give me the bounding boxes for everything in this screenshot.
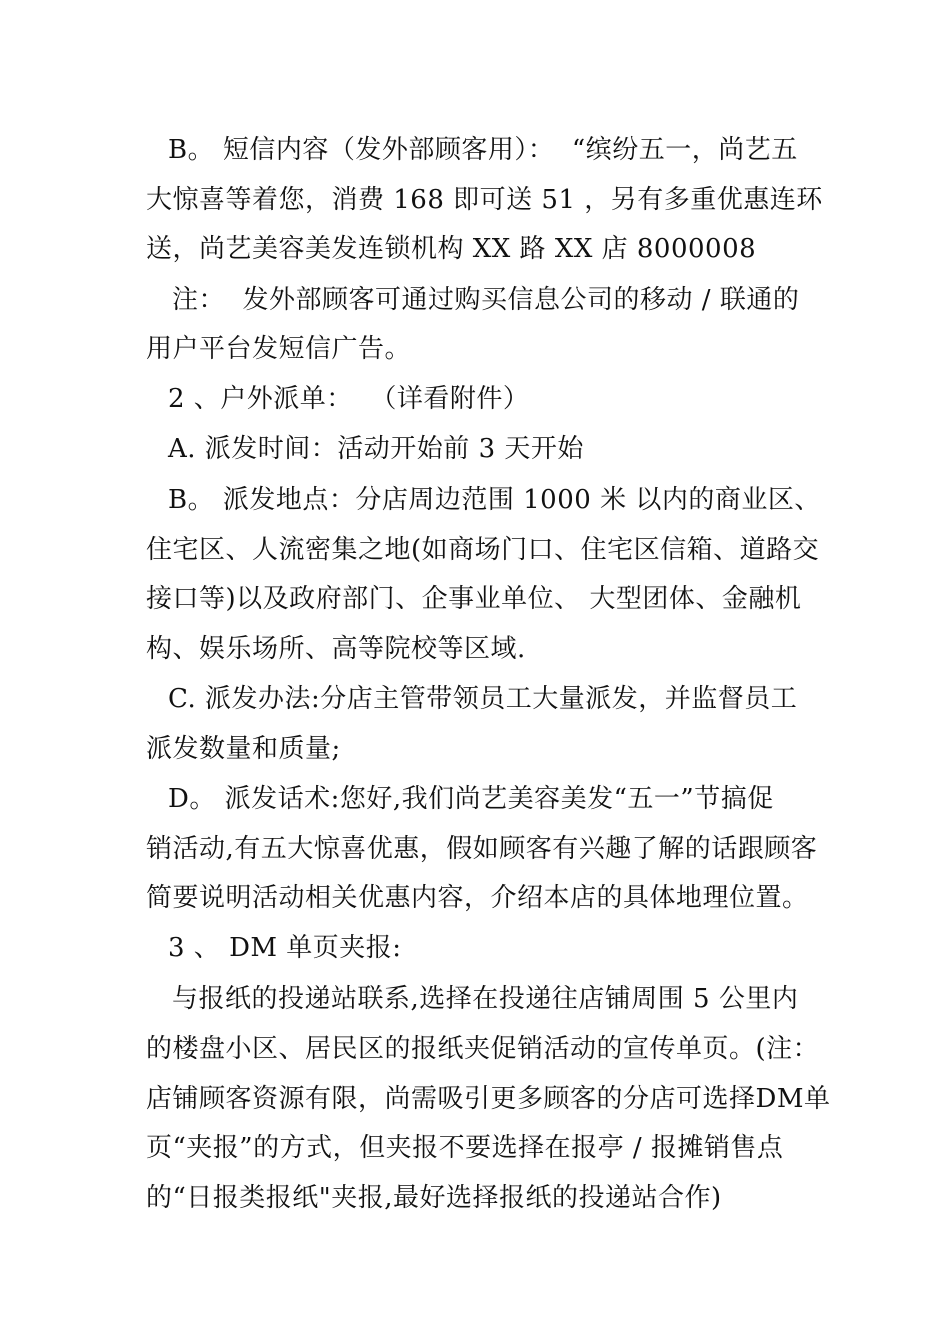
paragraph-line: 接口等)以及政府部门、企事业单位、 大型团体、金融机: [146, 584, 802, 614]
paragraph-line: 注： 发外部顾客可通过购买信息公司的移动 / 联通的: [172, 285, 800, 315]
paragraph-line: C. 派发办法:分店主管带领员工大量派发，并监督员工: [168, 684, 798, 714]
paragraph-line: D。 派发话术:您好,我们尚艺美容美发“五一”节搞促: [168, 784, 774, 814]
paragraph-line: 与报纸的投递站联系,选择在投递往店铺周围 5 公里内: [172, 984, 799, 1014]
paragraph-line: 的楼盘小区、居民区的报纸夹促销活动的宣传单页。(注：: [146, 1034, 820, 1064]
paragraph-line: 送，尚艺美容美发连锁机构 XX 路 XX 店 8000008: [146, 234, 757, 264]
paragraph-line: B。 短信内容（发外部顾客用）： “缤纷五一，尚艺五: [168, 135, 798, 165]
paragraph-line: 简要说明活动相关优惠内容，介绍本店的具体地理位置。: [146, 883, 809, 913]
paragraph-line: 销活动,有五大惊喜优惠，假如顾客有兴趣了解的话跟顾客: [146, 834, 818, 864]
paragraph-line: 派发数量和质量;: [146, 734, 341, 764]
paragraph-line: B。 派发地点：分店周边范围 1000 米 以内的商业区、: [168, 485, 821, 515]
paragraph-line: 住宅区、人流密集之地(如商场门口、住宅区信箱、道路交: [146, 535, 820, 565]
paragraph-line: 用户平台发短信广告。: [146, 334, 412, 364]
paragraph-line: 店铺顾客资源有限，尚需吸引更多顾客的分店可选择DM单: [146, 1084, 831, 1114]
paragraph-line: 页“夹报”的方式，但夹报不要选择在报亭 / 报摊销售点: [146, 1133, 784, 1163]
paragraph-line: 的“日报类报纸"夹报,最好选择报纸的投递站合作): [146, 1183, 722, 1213]
section-heading: 2 、户外派单： （详看附件）: [168, 384, 530, 414]
section-heading: 3 、 DM 单页夹报:: [168, 933, 402, 963]
paragraph-line: A. 派发时间：活动开始前 3 天开始: [168, 434, 584, 464]
paragraph-line: 构、娱乐场所、高等院校等区域.: [146, 634, 526, 664]
paragraph-line: 大惊喜等着您，消费 168 即可送 51 ，另有多重优惠连环: [146, 185, 823, 215]
